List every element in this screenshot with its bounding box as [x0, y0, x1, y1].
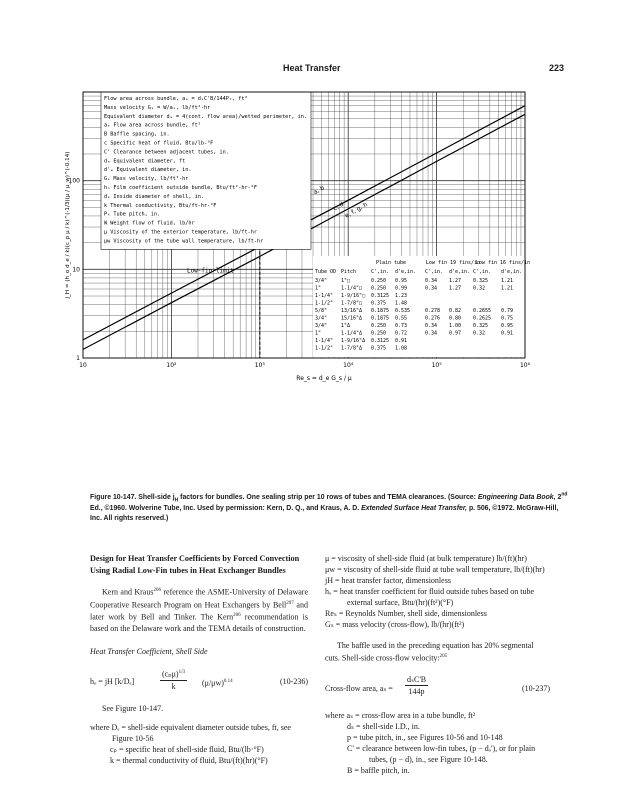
table-cell: 0.325: [473, 278, 489, 284]
x-tick-label: 10⁶: [519, 362, 531, 369]
chart-legend-box: [101, 92, 311, 249]
table-cell: 15/16"Δ: [341, 315, 363, 322]
y-tick-label: 100: [68, 177, 80, 185]
x-tick-label: 10⁴: [343, 362, 354, 369]
table-cell: 0.82: [449, 308, 462, 314]
page-number: 223: [549, 63, 565, 73]
figure-caption: Figure 10-147. Shell-side $j_H$ factors for bundles. One sealing strip per 10 rows of tubes and TEMA clearances. (Source: Engineering Data Book, 2nd Ed., ©1960. Wolverine Tube, Inc. Used by permission: Kern, D. Q., and Kraus, A. D. Extended Surface Heat Transfer, p. 506, ©1972. McGraw-Hill, Inc. All rights reserved.): [90, 491, 568, 522]
table-cell: 1-1/4"□: [341, 285, 363, 292]
y-axis-label: j_H = (h_o d_e / k)(c_p μ / k)^(-1/3)(μ / μ_w)^(-0.14): [65, 151, 71, 299]
table-cell: 1-9/16"□: [341, 293, 366, 299]
table-cell: 1"Δ: [341, 323, 351, 329]
running-header: [0, 63, 630, 77]
legend-line: B Baffle spacing, in.: [104, 131, 170, 138]
legend-line: μw Viscosity of the tube wall temperature, lb/ft-hr: [104, 238, 264, 245]
table-column-header: d'e,in.: [501, 269, 523, 275]
legend-line: μ Viscosity of the exterior temperature, lb/ft-hr: [104, 229, 258, 236]
table-cell: 0.375: [371, 300, 387, 307]
table-cell: 1-1/4": [315, 293, 334, 299]
table-cell: 1-1/4": [315, 338, 334, 344]
equation-10-236: hₒ = jH [k/Dₑ] $(c_p\mu)^{1/3}$ k $(\mu/\mu w)^{0.14}$ (10-236): [90, 667, 308, 695]
table-cell: 1.00: [449, 323, 462, 329]
curve-label-efgh: e, f, g, h: [343, 201, 369, 220]
legend-line: Flow area across bundle, aₛ = dₛC'B/144Pₜ, ft²: [104, 96, 248, 102]
table-cell: 0.250: [371, 323, 387, 329]
table-cell: 0.535: [395, 308, 411, 314]
x-axis-label: Re_s = d_e G_s / μ: [296, 375, 352, 382]
table-cell: 1.27: [449, 285, 462, 292]
table-column-header: d'e,in.: [395, 269, 417, 275]
x-tick-label: 10: [79, 362, 87, 369]
legend-line: Gₛ Mass velocity, lb/ft²-hr: [104, 176, 189, 183]
table-cell: 1-9/16"Δ: [341, 338, 366, 344]
legend-line: hₒ Film coefficient outside bundle, Btu/ft²-hr-°F: [104, 185, 258, 191]
table-column-header: C',in.: [473, 269, 492, 275]
right-column: [325, 553, 550, 776]
table-cell: 1-7/8"Δ: [341, 345, 363, 352]
legend-line: dₑ Equivalent diameter, ft: [104, 158, 186, 165]
table-cell: 0.34: [425, 330, 438, 337]
legend-line: Equivalent diameter dₑ = 4(cont. flow area)/wetted perimeter, in.: [104, 113, 308, 120]
table-cell: 0.1875: [371, 315, 390, 322]
table-cell: 1.08: [395, 345, 408, 352]
table-cell: 13/16"Δ: [341, 308, 363, 314]
table-cell: 0.55: [395, 315, 408, 322]
table-cell: 3/4": [315, 323, 328, 329]
table-cell: 0.3125: [371, 338, 390, 344]
table-cell: 0.72: [395, 330, 408, 337]
table-cell: 1.21: [501, 278, 514, 284]
legend-line: Mass velocity Gₛ = W/aₛ, lb/ft²-hr: [104, 104, 211, 111]
table-cell: 0.34: [425, 285, 438, 292]
table-cell: 1-1/2": [315, 345, 334, 352]
chart-data-table: [313, 256, 530, 357]
table-cell: 3/4": [315, 278, 328, 284]
table-cell: 0.3125: [371, 293, 390, 299]
x-tick-label: 10⁵: [431, 362, 442, 369]
table-cell: 1-7/8"□: [341, 300, 363, 307]
section-heading: Design for Heat Transfer Coefficients by Forced Convection Using Radial Low-Fin tubes in Heat Exchanger Bundles: [90, 554, 300, 575]
table-group-header: Plain tube: [375, 260, 407, 266]
table-cell: 0.91: [501, 330, 514, 337]
x-tick-label: 10³: [254, 362, 265, 369]
curve-label-cd: c, d: [332, 200, 345, 213]
left-definitions: where Dₑ = shell-side equivalent diameter outside tubes, ft, see Figure 10-56 cₚ = specific heat of shell-side fluid, Btu/(lb·°F) k = thermal conductivity of fluid, Btu/(ft)(hr)(°F): [90, 722, 291, 765]
table-cell: 1-1/2": [315, 300, 334, 307]
table-cell: 0.32: [473, 330, 486, 337]
table-column-header: C',in.: [371, 269, 390, 275]
y-tick-label: 1: [76, 355, 80, 362]
table-cell: 1": [315, 285, 322, 292]
intro-paragraph: Kern and Kraus$^{206}$ reference the ASME-University of Delaware Cooperative Research Program on Heat Exchangers by Bell$^{207}$ and later work by Bell and Tinker. The Kern$^{206}$ recommendation is based on the Delaware work and the TEMA details of construction.: [90, 587, 308, 633]
table-cell: 1"□: [341, 278, 351, 284]
table-group-header: Low fin 16 fins/in: [475, 260, 531, 266]
table-column-header: Tube OD: [315, 269, 337, 275]
table-cell: 1.21: [501, 285, 514, 292]
legend-line: k Thermal conductivity, Btu/ft-hr-°F: [104, 202, 217, 209]
lowfin-limit-label: Low-fin limit: [186, 267, 234, 275]
table-column-header: Pitch: [341, 269, 357, 275]
table-cell: 0.95: [501, 323, 514, 329]
caption-label: Figure 10-147.: [90, 494, 137, 501]
table-cell: 0.250: [371, 278, 387, 284]
table-cell: 0.32: [473, 285, 486, 292]
legend-line: C' Clearance between adjacent tubes, in.: [104, 149, 229, 156]
subheading: Heat Transfer Coefficient, Shell Side: [90, 646, 208, 656]
right-definitions-2: where aₛ = cross-flow area in a tube bundle, ft² dₛ = shell-side I.D., in. p = tube pitch, in., see Figures 10-56 and 10-148 C' = clearance between low-fin tubes, (p − dₒ'), or for plain tubes, (p − d), in., see Figure 10-148. B = baffle pitch, in.: [325, 710, 536, 775]
jh-factor-chart: [63, 84, 563, 474]
table-cell: 1.23: [395, 293, 408, 299]
legend-line: aₛ Flow area across bundle, ft²: [104, 122, 201, 129]
table-cell: 0.34: [425, 278, 438, 284]
table-cell: 0.276: [425, 315, 441, 322]
table-cell: 3/4": [315, 315, 328, 322]
table-cell: 5/8": [315, 308, 328, 314]
table-cell: 0.95: [395, 278, 408, 284]
legend-line: W Weight flow of fluid, lb/hr: [104, 220, 195, 227]
table-cell: 0.325: [473, 323, 489, 329]
legend-line: d'ₑ Equivalent diameter, in.: [104, 167, 192, 174]
table-column-header: d'e,in.: [449, 269, 471, 275]
table-cell: 1-1/4"Δ: [341, 330, 363, 337]
left-column: [90, 553, 308, 766]
table-cell: 0.91: [395, 338, 408, 344]
table-cell: 0.99: [395, 285, 408, 292]
table-cell: 0.79: [501, 308, 514, 314]
table-cell: 0.97: [449, 330, 462, 337]
table-cell: 0.375: [371, 345, 387, 352]
table-cell: 1.27: [449, 278, 462, 284]
legend-line: c Specific heat of fluid, Btu/lb-°F: [104, 140, 214, 147]
table-cell: 0.80: [449, 315, 462, 322]
table-group-header: Low fin 19 fins/in: [425, 260, 481, 266]
table-cell: 0.75: [501, 315, 514, 322]
equation-10-237: Cross-flow area, aₛ = dₛC'B 144p (10-237): [325, 674, 550, 696]
table-cell: 0.73: [395, 323, 408, 329]
table-cell: 1.48: [395, 300, 408, 307]
y-tick-label: 10: [72, 266, 80, 274]
table-cell: 0.250: [371, 330, 387, 337]
legend-line: Pₜ Tube pitch, in.: [104, 211, 161, 218]
table-cell: 0.2655: [473, 308, 492, 314]
table-cell: 0.278: [425, 308, 441, 314]
table-cell: 1": [315, 330, 322, 337]
table-cell: 0.1875: [371, 308, 390, 314]
table-column-header: C',in.: [425, 269, 444, 275]
table-cell: 0.2625: [473, 315, 492, 322]
table-cell: 0.34: [425, 323, 438, 329]
see-figure: See Figure 10-147.: [102, 703, 164, 713]
table-cell: 0.250: [371, 285, 387, 292]
running-title: Heat Transfer: [283, 63, 341, 73]
baffle-paragraph: The baffle used in the preceding equation has 20% segmental cuts. Shell-side cross-flow velocity:$^{205}$: [325, 641, 534, 663]
right-definitions: μ = viscosity of shell-side fluid (at bulk temperature) lb/(ft)(hr) μw = viscosity of shell-side fluid at tube wall temperature, lb/(ft)(hr) jH = heat transfer factor, dimensionless hₒ = heat transfer coefficient for fluid outside tubes based on tube external surface, Btu/(hr)(ft²)(°F) Reₛ = Reynolds Number, shell side, dimensionless Gₛ = mass velocity (cross-flow), lb/(hr)(ft²): [325, 554, 545, 629]
curve-label-ab: a, b: [312, 184, 326, 197]
x-tick-label: 10²: [166, 362, 177, 369]
legend-line: dₛ Inside diameter of shell, in.: [104, 193, 204, 200]
